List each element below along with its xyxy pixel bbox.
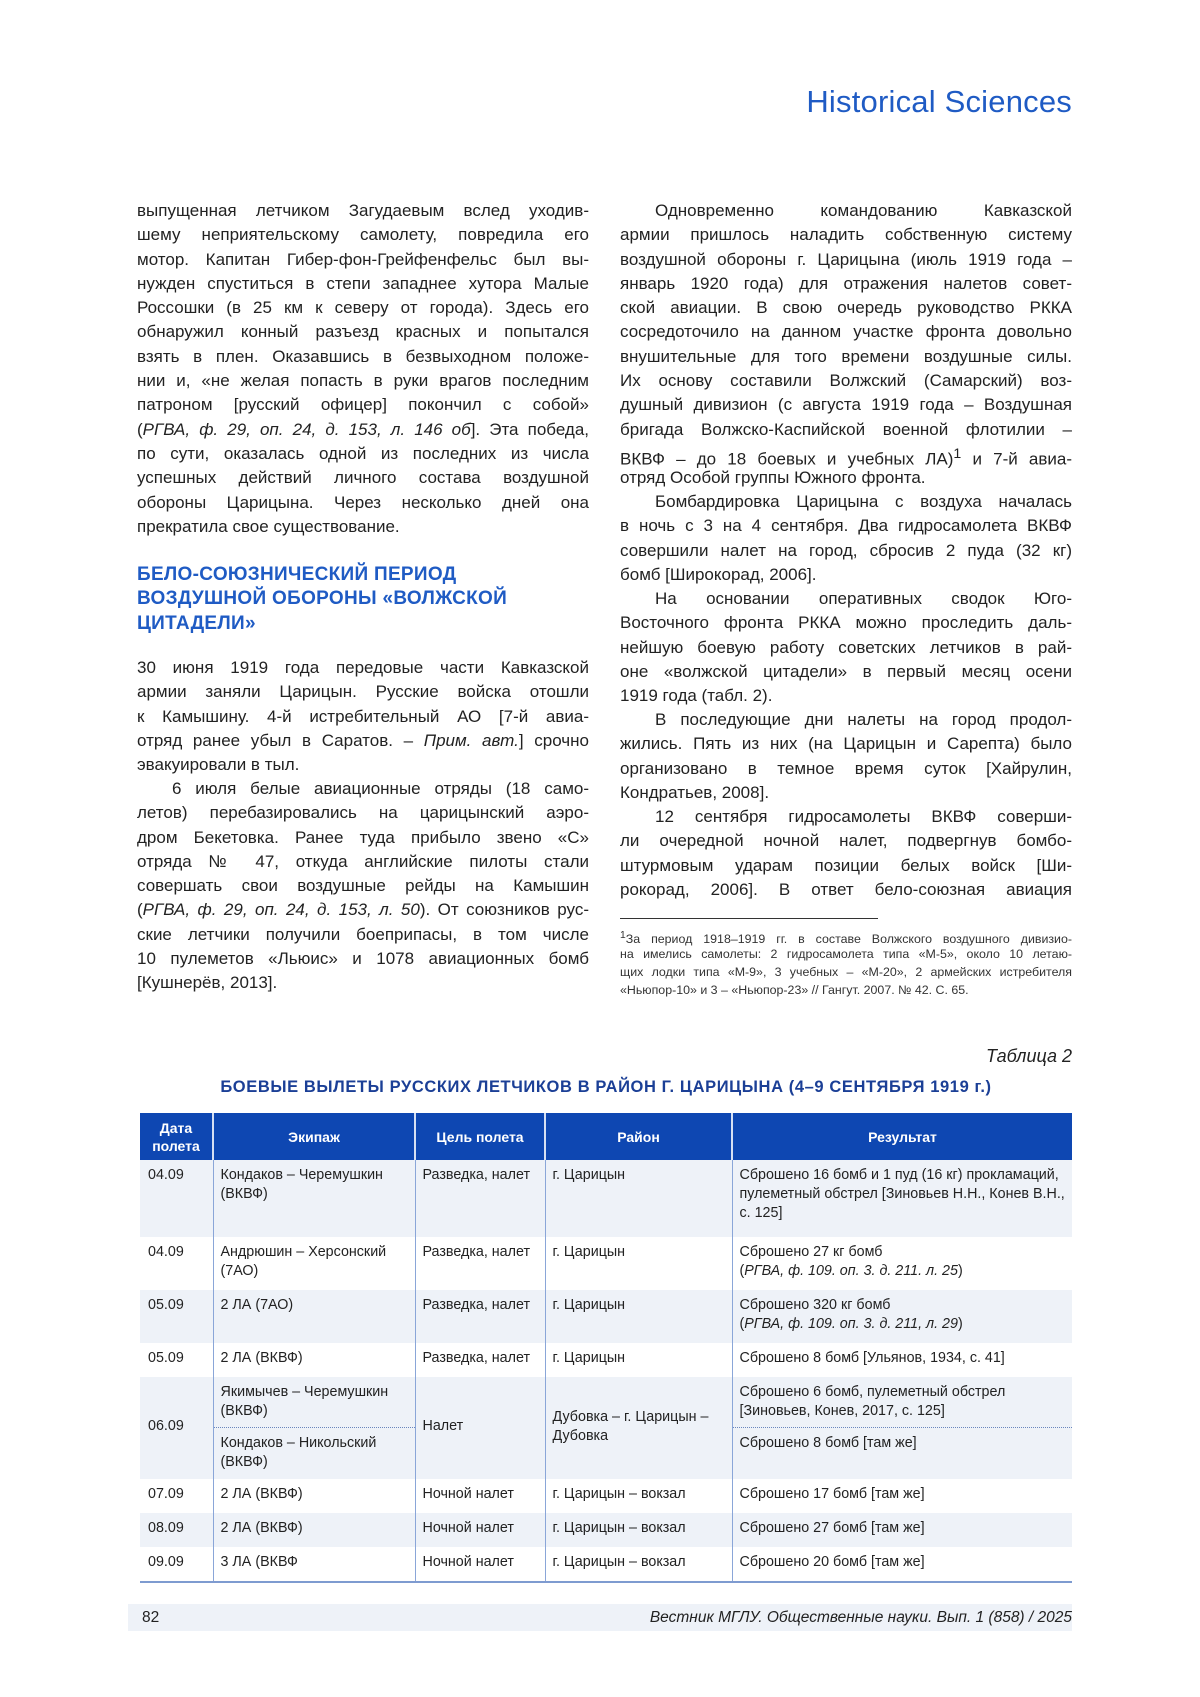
cell-result: Сброшено 320 кг бомб (РГВА, ф. 109. оп. 3. д. 211, л. 29) xyxy=(732,1290,1072,1343)
cell-date: 05.09 xyxy=(140,1290,213,1343)
text-line: отряд ранее убыл в Саратов. – Прим. авт.] срочно xyxy=(137,729,589,753)
text-line: отряд Особой группы Южного фронта. xyxy=(620,466,1072,490)
text-line: летов) перебазировались на царицынский аэро- xyxy=(137,801,589,825)
table-row xyxy=(140,1160,1072,1237)
text-line: январь 1920 года) для отражения налетов совет- xyxy=(620,272,1072,296)
text-line: оне «волжской цитадели» в первый месяц осени xyxy=(620,660,1072,684)
right-column-para-5 xyxy=(620,805,1072,902)
text-line: БЕЛО-СОЮЗНИЧЕСКИЙ ПЕРИОД xyxy=(137,563,589,587)
table-row xyxy=(140,1237,1072,1290)
cell-goal: Ночной налет xyxy=(415,1513,545,1547)
cell-goal: Налет xyxy=(415,1377,545,1479)
sorties-table xyxy=(140,1113,1072,1583)
cell-goal: Ночной налет xyxy=(415,1547,545,1582)
text-line: внушительные для того времени воздушные силы. xyxy=(620,345,1072,369)
text-line: к Камышину. 4-й истребительный АО [7-й авиа- xyxy=(137,705,589,729)
footnote-divider xyxy=(620,918,878,919)
table-row xyxy=(140,1377,1072,1479)
cell-date: 06.09 xyxy=(140,1377,213,1479)
text-line: шему неприятельскому самолету, повредила его xyxy=(137,223,589,247)
cell-goal: Разведка, налет xyxy=(415,1160,545,1237)
cell-crew: Якимычев – Черемушкин (ВКВФ) Кондаков – Никольский (ВКВФ) xyxy=(213,1377,415,1479)
table-row xyxy=(140,1513,1072,1547)
cell-result: Сброшено 20 бомб [там же] xyxy=(732,1547,1072,1582)
cell-date: 05.09 xyxy=(140,1343,213,1377)
text-line: нужден спуститься в степи западнее хутора Малые xyxy=(137,272,589,296)
text-line: успешных действий личного состава воздушной xyxy=(137,466,589,490)
cell-crew: Кондаков – Черемушкин (ВКВФ) xyxy=(213,1160,415,1237)
text-line: нейшую боевую работу советских летчиков в рай- xyxy=(620,636,1072,660)
text-line: «Ньюпор-10» и 3 – «Ньюпор-23» // Гангут. 2007. № 42. С. 65. xyxy=(620,981,1072,999)
text-line: 1За период 1918–1919 гг. в составе Волжского воздушного дивизио- xyxy=(620,927,1072,945)
text-line: Восточного фронта РККА можно проследить даль- xyxy=(620,611,1072,635)
cell-date: 08.09 xyxy=(140,1513,213,1547)
text-line: 10 пулеметов «Льюис» и 1078 авиационных бомб xyxy=(137,947,589,971)
cell-date: 09.09 xyxy=(140,1547,213,1582)
text-line: патроном [русский офицер] покончил с собой» xyxy=(137,393,589,417)
header-crew: Экипаж xyxy=(213,1113,415,1160)
cell-crew: 3 ЛА (ВКВФ xyxy=(213,1547,415,1582)
cell-area: г. Царицын – вокзал xyxy=(545,1547,732,1582)
text-line: щих лодки типа «М-9», 3 учебных – «М-20», 2 армейских истребителя xyxy=(620,963,1072,981)
text-line: мотор. Капитан Гибер-фон-Грейфенфельс был вы- xyxy=(137,248,589,272)
cell-goal: Ночной налет xyxy=(415,1479,545,1513)
text-line: душный дивизион (с августа 1919 года – Воздушная xyxy=(620,393,1072,417)
text-line: рокорад, 2006]. В ответ бело-союзная авиация xyxy=(620,878,1072,902)
text-line: бригада Волжско-Каспийской военной флотилии – xyxy=(620,418,1072,442)
text-line: отряда № 47, откуда английские пилоты стали xyxy=(137,850,589,874)
header-date: Дата полета xyxy=(140,1113,213,1160)
table-label: Таблица 2 xyxy=(986,1046,1072,1067)
cell-result: Сброшено 17 бомб [там же] xyxy=(732,1479,1072,1513)
text-line: по сути, оказалась одной из последних из числа xyxy=(137,442,589,466)
text-line: в ночь с 3 на 4 сентября. Два гидросамолета ВКВФ xyxy=(620,514,1072,538)
text-line: Россошки (в 25 км к северу от города). Здесь его xyxy=(137,296,589,320)
table-row xyxy=(140,1290,1072,1343)
text-line: Бомбардировка Царицына с воздуха началась xyxy=(620,490,1072,514)
text-line: ской авиации. В свою очередь руководство РККА xyxy=(620,296,1072,320)
text-line: обнаружил конный разъезд красных и попытался xyxy=(137,320,589,344)
text-line: ВОЗДУШНОЙ ОБОРОНЫ «ВОЛЖСКОЙ xyxy=(137,587,589,611)
table-header-row xyxy=(140,1113,1072,1160)
running-head: Historical Sciences xyxy=(806,84,1072,120)
cell-crew: 2 ЛА (7АО) xyxy=(213,1290,415,1343)
text-line: ли очередной ночной налет, подвергнув бомбо- xyxy=(620,829,1072,853)
page-footer xyxy=(128,1604,1072,1631)
text-line: взять в плен. Оказавшись в безвыходном положе- xyxy=(137,345,589,369)
text-line: 6 июля белые авиационные отряды (18 само- xyxy=(137,777,589,801)
left-column-para-3 xyxy=(137,777,589,996)
table-row xyxy=(140,1343,1072,1377)
cell-area: г. Царицын xyxy=(545,1160,732,1237)
text-line: дром Бекетовка. Ранее туда прибыло звено «С» xyxy=(137,826,589,850)
text-line: нии и, «не желая попасть в руки врагов последним xyxy=(137,369,589,393)
text-line: совершать свои воздушные рейды на Камышин xyxy=(137,874,589,898)
cell-result: Сброшено 16 бомб и 1 пуд (16 кг) прокламаций, пулеметный обстрел [Зиновьев Н.Н., Конев В.Н., с. 125] xyxy=(732,1160,1072,1237)
text-line: на имелись самолеты: 2 гидросамолета типа «М-5», около 10 летаю- xyxy=(620,945,1072,963)
cell-area: г. Царицын – вокзал xyxy=(545,1513,732,1547)
text-line: 30 июня 1919 года передовые части Кавказской xyxy=(137,656,589,680)
cell-date: 04.09 xyxy=(140,1160,213,1237)
cell-area: г. Царицын – вокзал xyxy=(545,1479,732,1513)
right-column-para-3 xyxy=(620,587,1072,708)
text-line: Кондратьев, 2008]. xyxy=(620,781,1072,805)
text-line: ЦИТАДЕЛИ» xyxy=(137,612,589,636)
section-heading xyxy=(137,563,589,636)
cell-date: 04.09 xyxy=(140,1237,213,1290)
text-line: обороны Царицына. Через несколько дней она xyxy=(137,491,589,515)
right-column-para-2 xyxy=(620,490,1072,587)
cell-area: г. Царицын xyxy=(545,1237,732,1290)
text-line: организовано в темное время суток [Хайрулин, xyxy=(620,757,1072,781)
cell-area: Дубовка – г. Царицын – Дубовка xyxy=(545,1377,732,1479)
text-line: (РГВА, ф. 29, оп. 24, д. 153, л. 146 об]. Эта победа, xyxy=(137,418,589,442)
cell-result: Сброшено 6 бомб, пулеметный обстрел [Зиновьев, Конев, 2017, с. 125] Сброшено 8 бомб [там же] xyxy=(732,1377,1072,1479)
text-line: На основании оперативных сводок Юго- xyxy=(620,587,1072,611)
page-number: 82 xyxy=(142,1604,159,1631)
cell-goal: Разведка, налет xyxy=(415,1237,545,1290)
cell-result: Сброшено 27 бомб [там же] xyxy=(732,1513,1072,1547)
text-line: штурмовым ударам позиции белых войск [Ши- xyxy=(620,854,1072,878)
text-line: сосредоточило на данном участке фронта довольно xyxy=(620,320,1072,344)
table-row xyxy=(140,1479,1072,1513)
header-result: Результат xyxy=(732,1113,1072,1160)
text-line: эвакуировали в тыл. xyxy=(137,753,589,777)
footnote xyxy=(620,927,1072,999)
cell-area: г. Царицын xyxy=(545,1343,732,1377)
header-goal: Цель полета xyxy=(415,1113,545,1160)
cell-goal: Разведка, налет xyxy=(415,1290,545,1343)
text-line: жились. Пять из них (на Царицын и Сарепта) было xyxy=(620,732,1072,756)
cell-crew: 2 ЛА (ВКВФ) xyxy=(213,1479,415,1513)
table-row xyxy=(140,1547,1072,1582)
cell-area: г. Царицын xyxy=(545,1290,732,1343)
table-title: БОЕВЫЕ ВЫЛЕТЫ РУССКИХ ЛЕТЧИКОВ В РАЙОН Г. ЦАРИЦЫНА (4–9 СЕНТЯБРЯ 1919 г.) xyxy=(140,1078,1072,1097)
cell-crew: 2 ЛА (ВКВФ) xyxy=(213,1513,415,1547)
text-line: прекратила свое существование. xyxy=(137,515,589,539)
text-line: воздушной обороны г. Царицына (июль 1919 года – xyxy=(620,248,1072,272)
cell-date: 07.09 xyxy=(140,1479,213,1513)
text-line: армии заняли Царицын. Русские войска отошли xyxy=(137,680,589,704)
text-line: 12 сентября гидросамолеты ВКВФ соверши- xyxy=(620,805,1072,829)
cell-result: Сброшено 27 кг бомб (РГВА, ф. 109. оп. 3. д. 211. л. 25) xyxy=(732,1237,1072,1290)
text-line: ВКВФ – до 18 боевых и учебных ЛА)1 и 7-й авиа- xyxy=(620,442,1072,466)
left-column-para-1 xyxy=(137,199,589,539)
text-line: бомб [Широкорад, 2006]. xyxy=(620,563,1072,587)
text-line: (РГВА, ф. 29, оп. 24, д. 153, л. 50). От союзников рус- xyxy=(137,898,589,922)
text-line: [Кушнерёв, 2013]. xyxy=(137,971,589,995)
right-column-para-1 xyxy=(620,199,1072,491)
text-line: ские летчики получили боеприпасы, в том числе xyxy=(137,923,589,947)
text-line: В последующие дни налеты на город продол- xyxy=(620,708,1072,732)
text-line: Одновременно командованию Кавказской xyxy=(620,199,1072,223)
cell-crew: 2 ЛА (ВКВФ) xyxy=(213,1343,415,1377)
right-column-para-4 xyxy=(620,708,1072,805)
left-column-para-2 xyxy=(137,656,589,777)
text-line: армии пришлось наладить собственную систему xyxy=(620,223,1072,247)
header-area: Район xyxy=(545,1113,732,1160)
text-line: Их основу составили Волжский (Самарский) воз- xyxy=(620,369,1072,393)
cell-result: Сброшено 8 бомб [Ульянов, 1934, с. 41] xyxy=(732,1343,1072,1377)
journal-name: Вестник МГЛУ. Общественные науки. Вып. 1 (858) / 2025 xyxy=(650,1604,1072,1631)
text-line: выпущенная летчиком Загудаевым вслед уходив- xyxy=(137,199,589,223)
cell-crew: Андрюшин – Херсонский (7АО) xyxy=(213,1237,415,1290)
cell-goal: Разведка, налет xyxy=(415,1343,545,1377)
text-line: 1919 года (табл. 2). xyxy=(620,684,1072,708)
text-line: совершили налет на город, сбросив 2 пуда (32 кг) xyxy=(620,539,1072,563)
